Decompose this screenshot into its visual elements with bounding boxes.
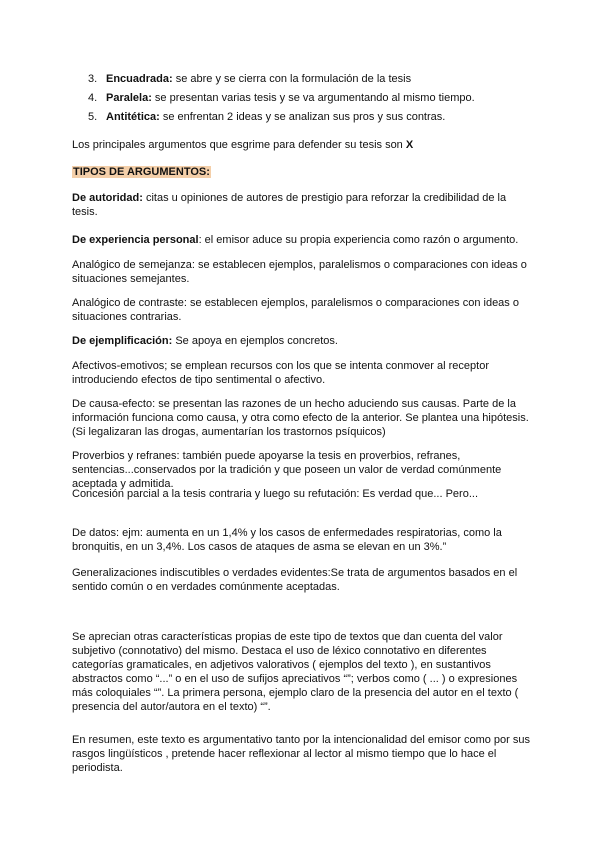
argument-datos: De datos: ejm: aumenta en un 1,4% y los casos de enfermedades respiratorias, como la bronquitis, en un 3,4%. Los casos de ataques de asma se elevan en un 3%.” xyxy=(72,527,502,553)
argument-proverbios: Proverbios y refranes: también puede apoyarse la tesis en proverbios, refranes, sentencias...conservados por la tradición y que poseen un valor de verdad comúnmente aceptada y admitida. xyxy=(72,450,502,490)
list-item-paralela: 4. Paralela: se presentan varias tesis y se va argumentando al mismo tiempo. xyxy=(88,92,475,104)
argument-experiencia: De experiencia personal: el emisor aduce su propia experiencia como razón o argumento. xyxy=(72,234,519,246)
argument-contraste: Analógico de contraste: se establecen ejemplos, paralelismos o comparaciones con ideas o situaciones contrarias. xyxy=(72,297,519,323)
arguments-intro: Los principales argumentos que esgrime para defender su tesis son X xyxy=(72,139,414,151)
argument-causa-efecto: De causa-efecto: se presentan las razones de un hecho aduciendo sus causas. Parte de la información funciona como causa, y otra como efecto de la anterior. Se plantea una hipótesis. (Si legalizaran las drogas, aumentarían los trastornos psíquicos) xyxy=(72,398,529,438)
list-item-antitetica: 5. Antitética: se enfrentan 2 ideas y se analizan sus pros y sus contras. xyxy=(88,111,446,123)
paragraph-resumen: En resumen, este texto es argumentativo tanto por la intencionalidad del emisor como por sus rasgos lingüísticos , pretende hacer reflexionar al lector al mismo tiempo que lo hace el periodista. xyxy=(72,734,530,774)
paragraph-caracteristicas: Se aprecian otras características propias de este tipo de textos que dan cuenta del valor subjetivo (connotativo) del mismo. Destaca el uso de léxico connotativo en diferentes categorías gramaticales, en adjetivos valorativos ( ejemplos del texto ), en sustantivos abstractos como “...” o en el uso de sufijos apreciativos “”; verbos como ( ... ) o expresiones más coloquiales “”. La primera persona, ejemplo claro de la presencia del autor en el texto ( presencia del autor/autora en el texto) “”. xyxy=(72,631,519,713)
list-item-encuadrada: 3. Encuadrada: se abre y se cierra con la formulación de la tesis xyxy=(88,73,412,85)
argument-generalizaciones: Generalizaciones indiscutibles o verdades evidentes:Se trata de argumentos basados en el sentido común o en verdades comúnmente aceptadas. xyxy=(72,567,518,593)
argument-ejemplificacion: De ejemplificación: Se apoya en ejemplos concretos. xyxy=(72,335,338,347)
section-heading: TIPOS DE ARGUMENTOS: xyxy=(73,166,210,178)
argument-concesion: Concesión parcial a la tesis contraria y luego su refutación: Es verdad que... Pero... xyxy=(72,488,478,500)
argument-afectivos: Afectivos-emotivos; se emplean recursos con los que se intenta conmover al receptor introduciendo efectos de tipo sentimental o afectivo. xyxy=(72,360,489,386)
argument-semejanza: Analógico de semejanza: se establecen ejemplos, paralelismos o comparaciones con ideas o situaciones semejantes. xyxy=(72,259,527,285)
argument-autoridad: De autoridad: citas u opiniones de autores de prestigio para reforzar la credibilidad de la tesis. xyxy=(72,192,507,218)
